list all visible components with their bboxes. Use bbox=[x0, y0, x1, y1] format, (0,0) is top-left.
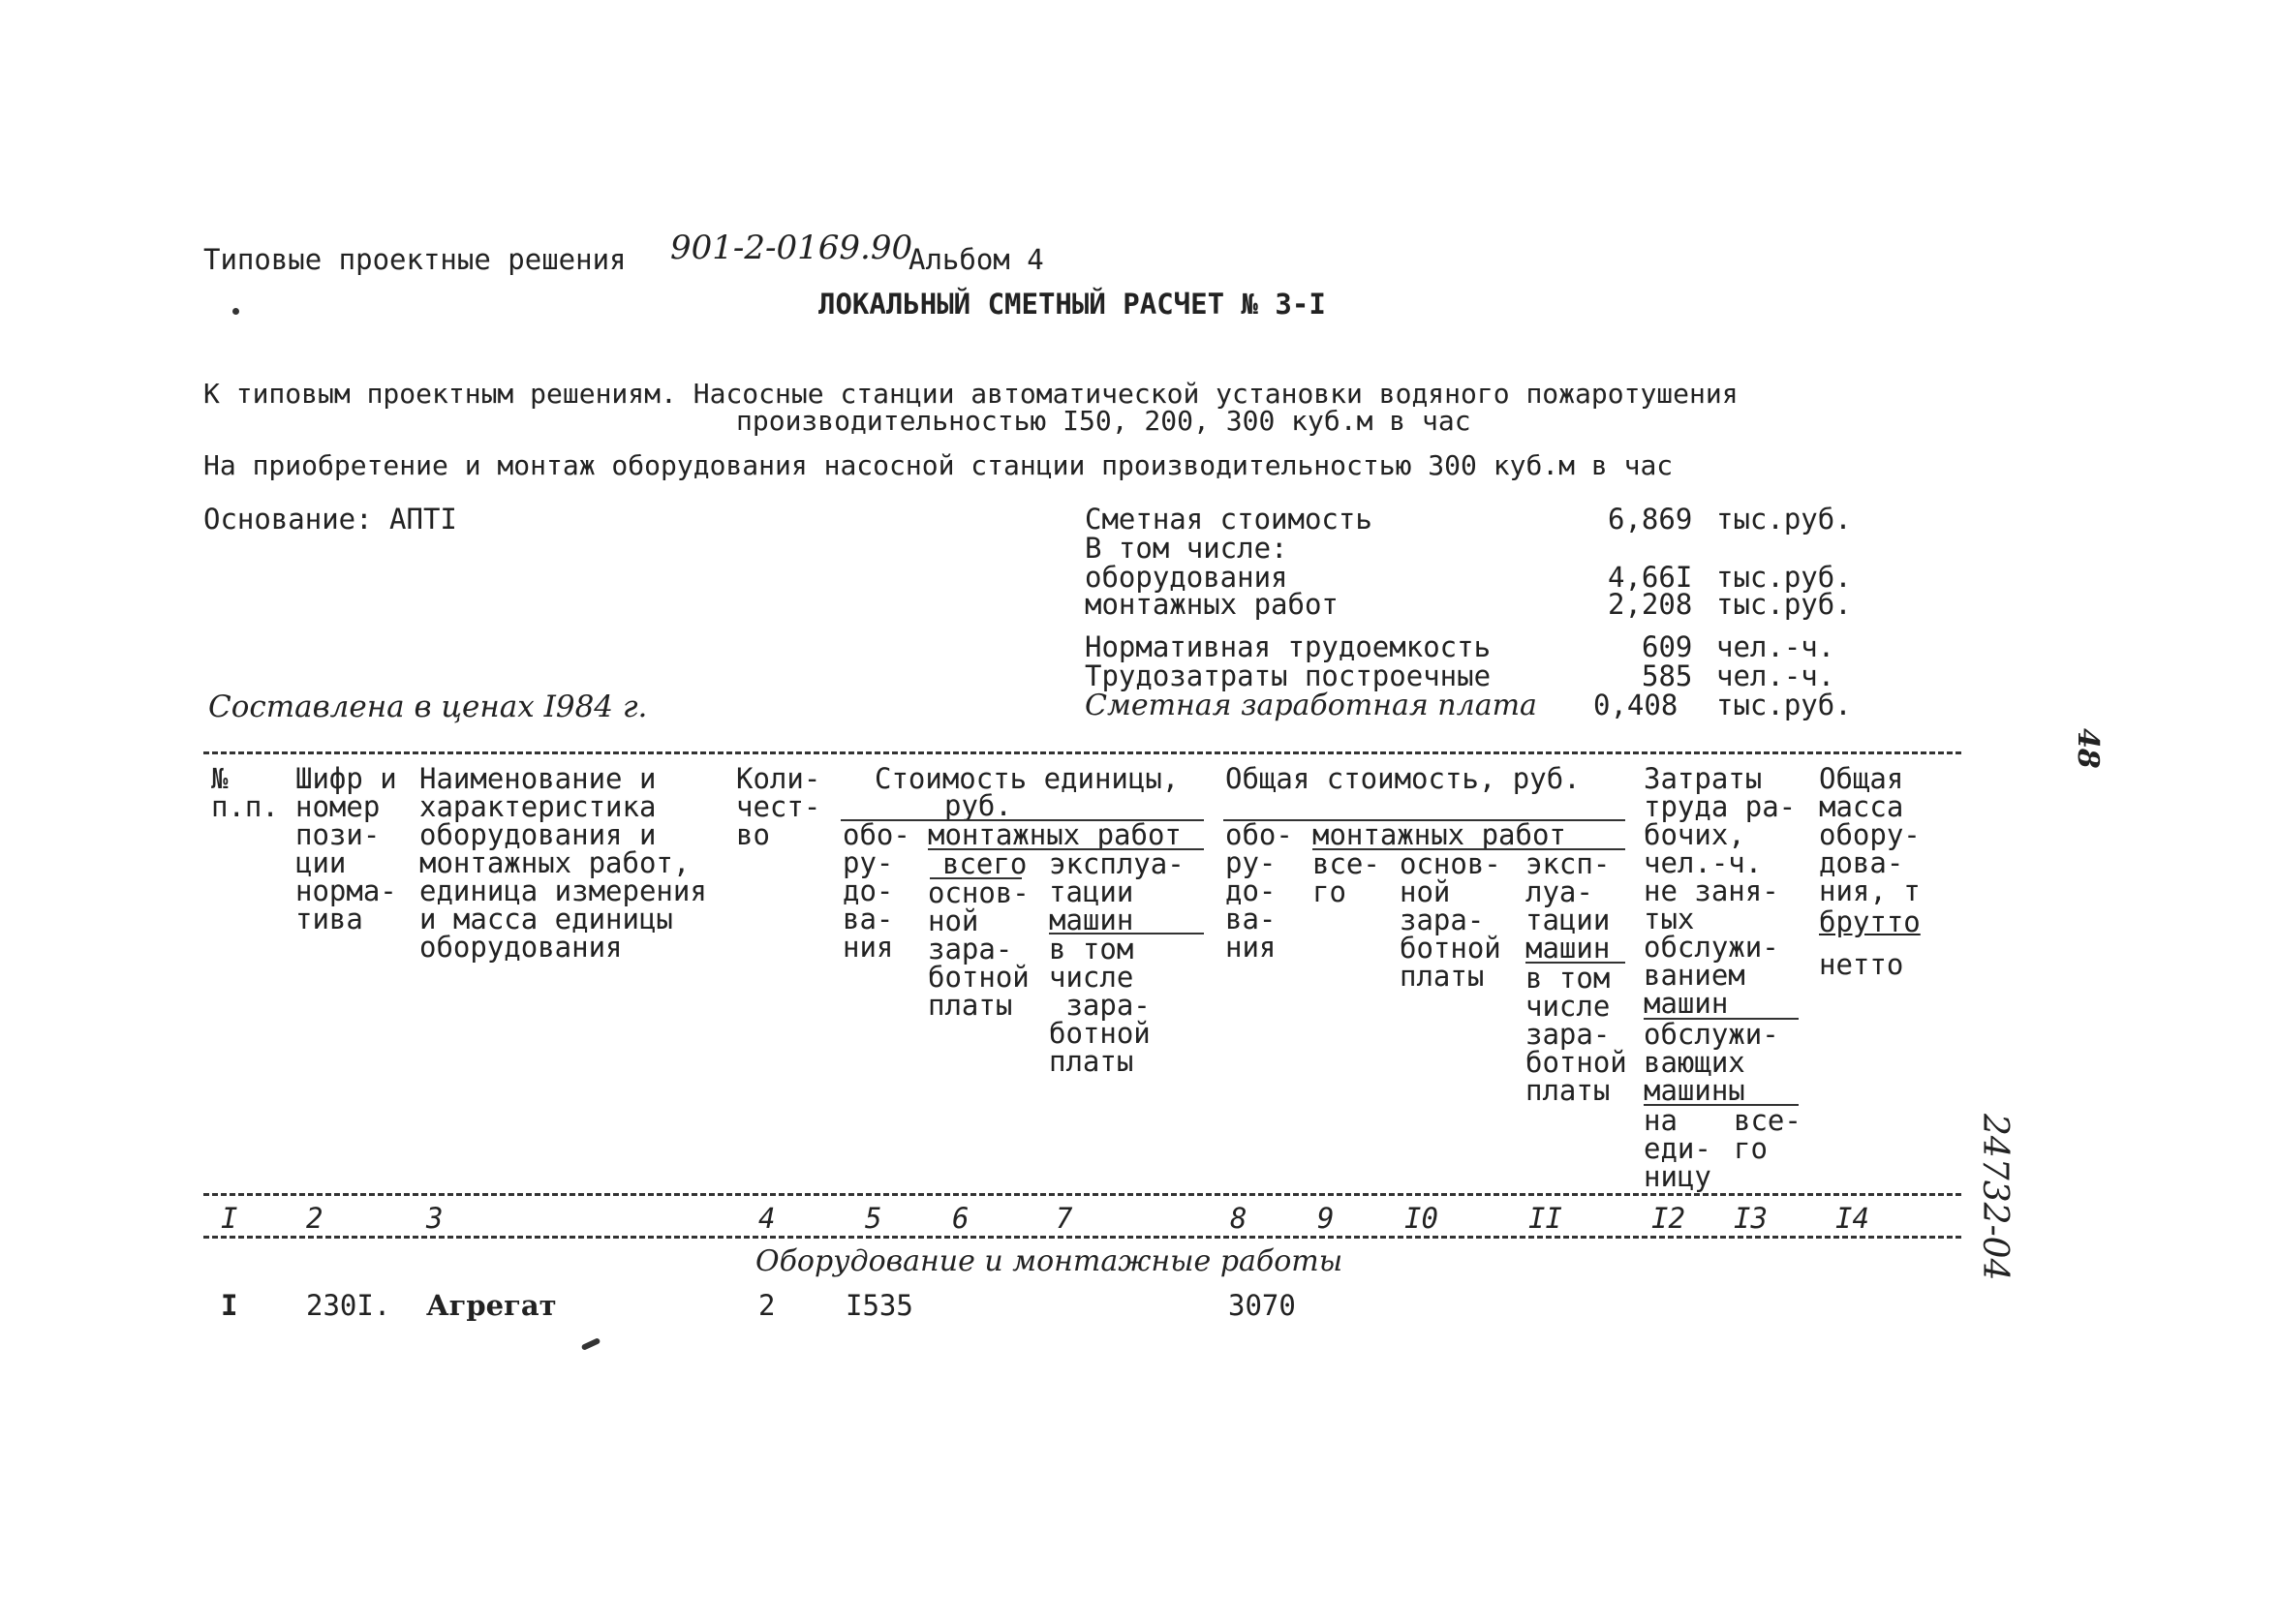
summary-unit: тыс.руб. bbox=[1716, 561, 1852, 594]
summary-label: Трудозатраты построечные bbox=[1085, 659, 1492, 692]
col-number: 8 bbox=[1230, 1202, 1247, 1235]
row-unit-cost: I535 bbox=[846, 1289, 913, 1322]
summary-label: Сметная заработная плата bbox=[1085, 689, 1537, 722]
section-heading: Оборудование и монтажные работы bbox=[755, 1244, 1343, 1278]
page-number: 48 bbox=[2071, 728, 2105, 769]
col-number: 7 bbox=[1056, 1202, 1073, 1235]
summary-unit: чел.-ч. bbox=[1716, 630, 1835, 663]
summary-value: 609 bbox=[1642, 630, 1693, 663]
th-total-wages: основ- ной зара- ботной платы bbox=[1400, 847, 1501, 993]
document-title: ЛОКАЛЬНЫЙ СМЕТНЫЙ РАСЧЕТ № 3-I bbox=[818, 288, 1326, 321]
th-name: Наименование и характеристика оборудования и монтажных работ, единица измерения и масса единицы оборудования bbox=[419, 762, 707, 964]
th-total-machine-wages: в том числе зара- ботной платы bbox=[1525, 962, 1627, 1107]
speck bbox=[232, 308, 239, 315]
th-unit-wages: основ- ной зара- ботной платы bbox=[928, 876, 1030, 1022]
summary-value: 4,66I bbox=[1608, 561, 1693, 594]
th-unit-cost-rub: руб. bbox=[944, 789, 1012, 822]
row-quantity: 2 bbox=[758, 1289, 776, 1322]
document-number: 24732-04 bbox=[1975, 1114, 2015, 1281]
table-header-rule bbox=[203, 1193, 1961, 1196]
summary-label: Нормативная трудоемкость bbox=[1085, 630, 1492, 663]
summary-value: 585 bbox=[1642, 659, 1693, 692]
th-unit-total: всего bbox=[942, 847, 1028, 880]
th-quantity: Коли- чест- во bbox=[736, 762, 821, 851]
series-label: Типовые проектные решения bbox=[203, 243, 627, 276]
th-total-equipment: обо- ру- до- ва- ния bbox=[1225, 818, 1293, 964]
col-number: 2 bbox=[306, 1202, 323, 1235]
compiled-prices: Составлена в ценах I984 г. bbox=[208, 689, 648, 724]
album-label: Альбом 4 bbox=[909, 243, 1044, 276]
summary-unit: тыс.руб. bbox=[1716, 689, 1852, 721]
th-mass: Общая масса обору- дова- ния, т bbox=[1819, 762, 1921, 907]
th-total-mounting: монтажных работ bbox=[1312, 818, 1566, 851]
row-name: Агрегат bbox=[426, 1289, 557, 1322]
th-labor-total: все- го bbox=[1734, 1104, 1802, 1165]
summary-unit: чел.-ч. bbox=[1716, 659, 1835, 692]
summary-value: 2,208 bbox=[1608, 588, 1693, 621]
col-number: 5 bbox=[865, 1202, 882, 1235]
th-unit-machines: эксплуа- тации машин bbox=[1049, 847, 1185, 936]
th-mass-net: нетто bbox=[1819, 948, 1904, 981]
summary-label: оборудования bbox=[1085, 561, 1288, 594]
intro-line-1: К типовым проектным решениям. Насосные станции автоматической установки водяного пожаротушения bbox=[203, 378, 1739, 410]
th-total-cost: Общая стоимость, руб. bbox=[1225, 762, 1581, 795]
th-number: № п.п. bbox=[211, 762, 279, 823]
speck bbox=[581, 1337, 601, 1351]
col-number: 6 bbox=[952, 1202, 970, 1235]
summary-value: 0,408 bbox=[1593, 689, 1678, 721]
th-code: Шифр и номер пози- ции норма- тива bbox=[295, 762, 397, 935]
col-number: 9 bbox=[1317, 1202, 1335, 1235]
th-total-machines: эксп- луа- тации машин bbox=[1525, 847, 1611, 965]
col-number: I4 bbox=[1835, 1202, 1869, 1235]
col-number: I0 bbox=[1404, 1202, 1438, 1235]
th-unit-machine-wages: в том числе зара- ботной платы bbox=[1049, 933, 1151, 1078]
col-number: II bbox=[1528, 1202, 1562, 1235]
summary-value: 6,869 bbox=[1608, 503, 1693, 536]
th-mass-gross: брутто bbox=[1819, 905, 1921, 938]
row-code: 230I. bbox=[306, 1289, 391, 1322]
summary-label: Сметная стоимость bbox=[1085, 503, 1372, 536]
col-number: 4 bbox=[758, 1202, 776, 1235]
basis-label: Основание: АПТI bbox=[203, 503, 457, 536]
col-number: 3 bbox=[426, 1202, 444, 1235]
col-number: I3 bbox=[1734, 1202, 1768, 1235]
row-number: I bbox=[221, 1289, 238, 1322]
summary-unit: тыс.руб. bbox=[1716, 588, 1852, 621]
col-number: I2 bbox=[1651, 1202, 1685, 1235]
row-total-cost: 3070 bbox=[1228, 1289, 1296, 1322]
summary-label: В том числе: bbox=[1085, 532, 1288, 565]
summary-label: монтажных работ bbox=[1085, 588, 1339, 621]
th-labor-nonservice: Затраты труда ра- бочих, чел.-ч. не заня- тых обслужи- ванием машин bbox=[1644, 762, 1797, 1020]
project-code: 901-2-0169.90 bbox=[670, 229, 913, 267]
table-numbers-rule bbox=[203, 1236, 1961, 1239]
th-total-all: все- го bbox=[1312, 847, 1380, 908]
th-labor-per-unit: на еди- ницу bbox=[1644, 1104, 1711, 1193]
th-unit-cost: Стоимость единицы, bbox=[875, 762, 1180, 795]
th-labor-service: обслужи- вающих машины bbox=[1644, 1018, 1779, 1107]
intro-line-2: производительностью I50, 200, 300 куб.м в час bbox=[736, 405, 1471, 437]
intro-line-3: На приобретение и монтаж оборудования насосной станции производительностью 300 куб.м в час bbox=[203, 449, 1674, 481]
th-unit-equipment: обо- ру- до- ва- ния bbox=[843, 818, 910, 964]
col-number: I bbox=[221, 1202, 238, 1235]
th-unit-mounting: монтажных работ bbox=[928, 818, 1182, 851]
summary-unit: тыс.руб. bbox=[1716, 503, 1852, 536]
table-top-rule bbox=[203, 751, 1961, 754]
